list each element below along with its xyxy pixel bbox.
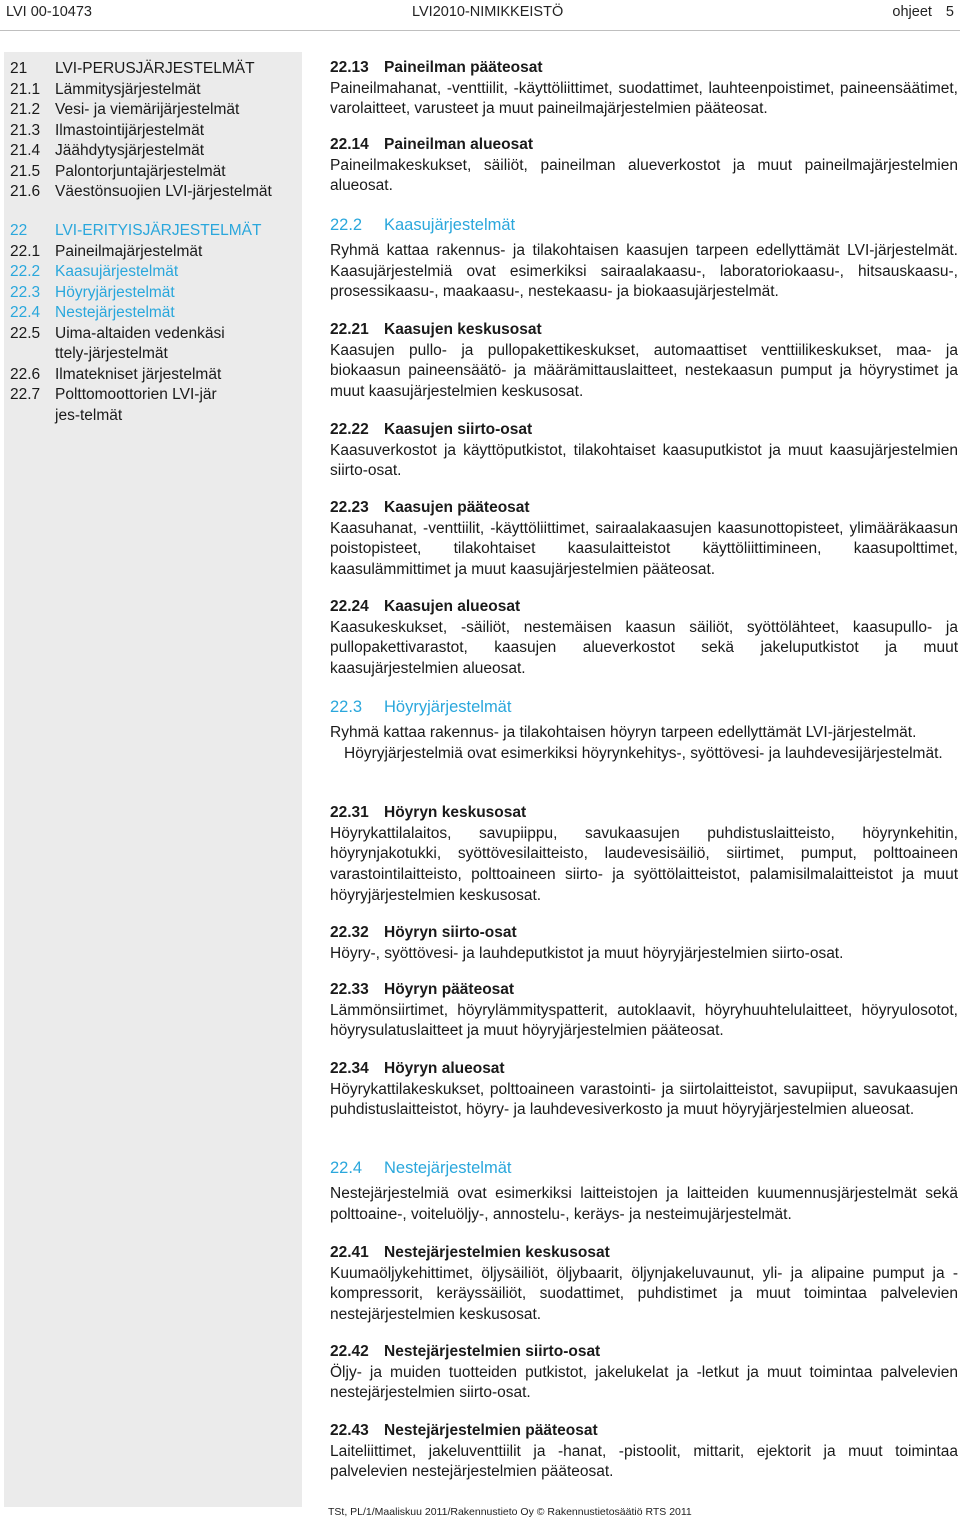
table-of-contents xyxy=(4,52,302,1507)
toc-item[interactable] xyxy=(10,262,298,283)
section-heading xyxy=(330,803,958,824)
section-number: 22.32 xyxy=(330,924,369,941)
section-heading xyxy=(330,1421,958,1442)
section-title: Höyryn pääteosat xyxy=(384,981,515,998)
section-heading xyxy=(330,1158,958,1179)
section-heading xyxy=(330,58,958,79)
section-text: Ryhmä kattaa rakennus- ja tilakohtaisen kaasujen tarpeen edellyttämät LVI-järjestelmät. Kaasujärjestelmiä ovat esimerkiksi sairaalakaasu-, laboratoriokaasu-, hitsauskaasu-, prosessikaasu-, maakaasu-, nestekaasu- ja biokaasujärjestelmät. xyxy=(330,242,958,301)
section-22-3 xyxy=(330,697,958,764)
toc-label: Nestejärjestelmät xyxy=(55,304,175,321)
page-header xyxy=(0,0,960,26)
section-title: Höyryjärjestelmät xyxy=(384,698,512,716)
section-number: 22.41 xyxy=(330,1244,369,1261)
toc-item[interactable] xyxy=(10,303,298,324)
toc-item[interactable] xyxy=(10,162,298,183)
toc-label: LVI-ERITYISJÄRJESTELMÄT xyxy=(55,222,262,239)
section-number: 22.14 xyxy=(330,136,369,153)
section-title: Kaasujen siirto-osat xyxy=(384,421,533,438)
section-title: Nestejärjestelmien siirto-osat xyxy=(384,1343,601,1360)
section-number: 22.31 xyxy=(330,804,369,821)
toc-item[interactable] xyxy=(10,182,298,203)
section-title: Kaasujen keskusosat xyxy=(384,321,542,338)
toc-label: Ilmatekniset järjestelmät xyxy=(55,365,222,383)
section-text-continued: Höyryjärjestelmiä ovat esimerkiksi höyrynkehitys-, syöttövesi- ja lauhdevesijärjestelmät. xyxy=(344,744,943,762)
page-label xyxy=(892,4,954,20)
section-heading xyxy=(330,498,958,519)
toc-number: 22.4 xyxy=(10,304,41,321)
section-22-41 xyxy=(330,1243,958,1326)
document-code: LVI 00-10473 xyxy=(6,4,92,20)
section-heading xyxy=(330,215,958,236)
section-title: Nestejärjestelmät xyxy=(384,1159,512,1177)
toc-item[interactable] xyxy=(10,100,298,121)
section-22-21 xyxy=(330,320,958,403)
section-heading xyxy=(330,980,958,1001)
section-heading xyxy=(330,597,958,618)
section-heading xyxy=(330,923,958,944)
section-title: Nestejärjestelmien keskusosat xyxy=(384,1244,610,1261)
toc-number: 21.6 xyxy=(10,183,41,200)
section-text: Höyrykattilalaitos, savupiippu, savukaasujen puhdistuslaitteisto, höyrynkehitin, höyrynjakotukki, syöttövesilaitteisto, laudevesisäiliö, siirtimet, pumput, polttoaineen varastointilaitteisto, polttoaineen siirto- ja syöttölaitteistot, palamisilmalaitteistot ja muut höyryjärjestelmien keskusosat. xyxy=(330,824,958,904)
toc-label: Kaasujärjestelmät xyxy=(55,263,179,280)
section-number: 22.13 xyxy=(330,59,369,76)
section-number: 22.24 xyxy=(330,598,369,615)
toc-item[interactable] xyxy=(10,121,298,142)
section-number: 22.22 xyxy=(330,421,369,438)
section-label: ohjeet xyxy=(892,4,932,20)
toc-item[interactable] xyxy=(10,141,298,162)
section-title: Höyryn alueosat xyxy=(384,1060,505,1077)
toc-group-21 xyxy=(10,59,298,203)
toc-item[interactable] xyxy=(10,242,298,263)
section-text: Paineilmahanat, -venttiilit, -käyttöliittimet, suodattimet, lauhteenpoistimet, paineensäätimet, varolaitteet, varusteet ja muut paineilmajärjestelmien pääteosat. xyxy=(330,79,958,118)
section-text: Höyry-, syöttövesi- ja lauhdeputkistot ja muut höyryjärjestelmien siirto-osat. xyxy=(330,944,844,962)
section-22-42 xyxy=(330,1342,958,1404)
toc-label: Vesi- ja viemärijärjestelmät xyxy=(55,101,240,118)
section-22-24 xyxy=(330,597,958,680)
section-heading xyxy=(330,1243,958,1264)
section-heading xyxy=(330,1059,958,1080)
section-text: Kaasukeskukset, -säiliöt, nestemäisen kaasun säiliöt, syöttölähteet, kaasupullo- ja pullopakettivarastot, kaasujen alueverkostot sekä jakeluputkistot ja muut kaasujärjestelmien alueosat. xyxy=(330,618,958,677)
toc-item[interactable] xyxy=(10,365,298,386)
toc-item[interactable] xyxy=(10,80,298,101)
section-title: Paineilman alueosat xyxy=(384,136,534,153)
toc-item[interactable] xyxy=(10,59,298,80)
toc-item[interactable] xyxy=(10,324,298,365)
toc-number: 21.5 xyxy=(10,162,41,180)
section-number: 22.34 xyxy=(330,1060,369,1077)
toc-number: 22.5 xyxy=(10,324,41,342)
section-heading xyxy=(330,320,958,341)
section-text: Laiteliittimet, jakeluventtiilit ja -hanat, -pistoolit, mittarit, ejektorit ja muut toimintaa palvelevien nestejärjestelmien pääteosat. xyxy=(330,1442,958,1481)
section-number: 22.21 xyxy=(330,321,369,338)
section-number: 22.43 xyxy=(330,1422,369,1439)
toc-label: Paineilmajärjestelmät xyxy=(55,242,203,260)
section-22-31 xyxy=(330,803,958,906)
section-22-23 xyxy=(330,498,958,581)
page-number: 5 xyxy=(945,4,954,20)
section-number: 22.33 xyxy=(330,981,369,998)
section-heading xyxy=(330,420,958,441)
section-text: Höyrykattilakeskukset, polttoaineen varastointi- ja siirtolaitteistot, savupiiput, savukaasujen puhdistuslaitteistot, höyry- ja lauhdevesiverkosto ja muut höyryjärjestelmien alueosat. xyxy=(330,1080,958,1119)
section-22-2 xyxy=(330,215,958,303)
section-22-22 xyxy=(330,420,958,482)
section-heading xyxy=(330,1342,958,1363)
section-heading xyxy=(330,697,958,718)
section-22-32 xyxy=(330,923,958,964)
toc-number: 22.2 xyxy=(10,263,41,280)
section-number: 22.3 xyxy=(330,698,363,716)
toc-number: 21.1 xyxy=(10,80,41,98)
section-text: Kaasujen pullo- ja pullopakettikeskukset, automaattiset venttiilikeskukset, maa- ja biokaasun paineensäätö- ja määrämittauslaitteet, nestekaasun pumput ja höyrystimet ja muut kaasujärjestelmien keskusosat. xyxy=(330,341,958,400)
section-22-14 xyxy=(330,135,958,197)
toc-number: 21 xyxy=(10,60,28,77)
document-series-title: LVI2010-NIMIKKEISTÖ xyxy=(412,4,564,20)
toc-number: 22.6 xyxy=(10,365,41,383)
toc-number: 21.3 xyxy=(10,121,41,139)
section-text: Kuumaöljykehittimet, öljysäiliöt, öljybaarit, öljynjakeluvaunut, yli- ja alipaine pumput ja -kompressorit, keräyssäiliöt, suodattimet, puhdistimet ja muut toimintaa palvelevien nestejärjestelmien keskusosat. xyxy=(330,1264,958,1323)
toc-label: Väestönsuojien LVI-järjestelmät xyxy=(55,183,272,200)
toc-label: Höyryjärjestelmät xyxy=(55,283,175,301)
section-22-43 xyxy=(330,1421,958,1483)
section-title: Kaasujen alueosat xyxy=(384,598,521,615)
section-title: Nestejärjestelmien pääteosat xyxy=(384,1422,598,1439)
section-number: 22.23 xyxy=(330,499,369,516)
section-text: Lämmönsiirtimet, höyrylämmityspatterit, autoklaavit, höyryhuuhtelulaitteet, höyryulosotot, höyrysulatuslaitteet ja muut höyryjärjestelmien pääteosat. xyxy=(330,1001,958,1040)
section-number: 22.2 xyxy=(330,216,363,234)
section-22-13 xyxy=(330,58,958,120)
toc-label: Palontorjuntajärjestelmät xyxy=(55,162,226,180)
header-divider xyxy=(0,30,960,31)
toc-number: 21.4 xyxy=(10,142,41,159)
toc-item[interactable] xyxy=(10,221,298,242)
section-text: Öljy- ja muiden tuotteiden putkistot, jakelukelat ja -letkut ja muut toimintaa palvelevien nestejärjestelmien siirto-osat. xyxy=(330,1363,958,1402)
section-22-33 xyxy=(330,980,958,1042)
toc-number: 22 xyxy=(10,222,28,239)
toc-number: 22.3 xyxy=(10,283,41,301)
toc-group-22 xyxy=(10,221,298,426)
section-title: Höyryn siirto-osat xyxy=(384,924,517,941)
toc-number: 22.1 xyxy=(10,242,41,260)
section-text: Nestejärjestelmiä ovat esimerkiksi laitteistojen ja laitteiden kuumennusjärjestelmät sekä polttoaine-, voiteluöljy-, annostelu-, keräys- ja nesteimujärjestelmät. xyxy=(330,1185,958,1223)
toc-number: 21.2 xyxy=(10,101,41,118)
toc-item[interactable] xyxy=(10,385,298,426)
page-footer: TSt, PL/1/Maaliskuu 2011/Rakennustieto Oy © Rakennustietosäätiö RTS 2011 xyxy=(328,1506,692,1518)
section-title: Höyryn keskusosat xyxy=(384,804,527,821)
section-text: Ryhmä kattaa rakennus- ja tilakohtaisen höyryn tarpeen edellyttämät LVI-järjestelmät. xyxy=(330,724,917,741)
toc-label: Uima-altaiden vedenkäsittely-järjestelmät xyxy=(55,324,225,362)
section-number: 22.42 xyxy=(330,1343,369,1360)
toc-label: Jäähdytysjärjestelmät xyxy=(55,142,205,159)
section-22-4 xyxy=(330,1158,958,1225)
toc-number: 22.7 xyxy=(10,386,41,403)
section-title: Kaasujärjestelmät xyxy=(384,216,516,234)
section-text: Kaasuhanat, -venttiilit, -käyttöliittimet, sairaalakaasujen kaasunottopisteet, ylimääräkaasun poistopisteet, tilakohtaiset kaasulaitteistot käyttöliittimineen, kaasupolttimet, kaasulämmittimet ja muut kaasujärjestelmien pääteosat. xyxy=(330,519,958,578)
toc-label: Polttomoottorien LVI-järjes-telmät xyxy=(55,386,217,424)
section-22-34 xyxy=(330,1059,958,1121)
toc-label: Lämmitysjärjestelmät xyxy=(55,80,201,98)
toc-item[interactable] xyxy=(10,283,298,304)
toc-label: LVI-PERUSJÄRJESTELMÄT xyxy=(55,60,255,77)
section-text: Kaasuverkostot ja käyttöputkistot, tilakohtaiset kaasuputkistot ja muut kaasujärjestelmien siirto-osat. xyxy=(330,441,958,480)
section-title: Kaasujen pääteosat xyxy=(384,499,530,516)
section-title: Paineilman pääteosat xyxy=(384,59,543,76)
section-number: 22.4 xyxy=(330,1159,363,1177)
section-heading xyxy=(330,135,958,156)
toc-label: Ilmastointijärjestelmät xyxy=(55,121,205,139)
section-text: Paineilmakeskukset, säiliöt, paineilman alueverkostot ja muut paineilmajärjestelmien alueosat. xyxy=(330,156,958,195)
